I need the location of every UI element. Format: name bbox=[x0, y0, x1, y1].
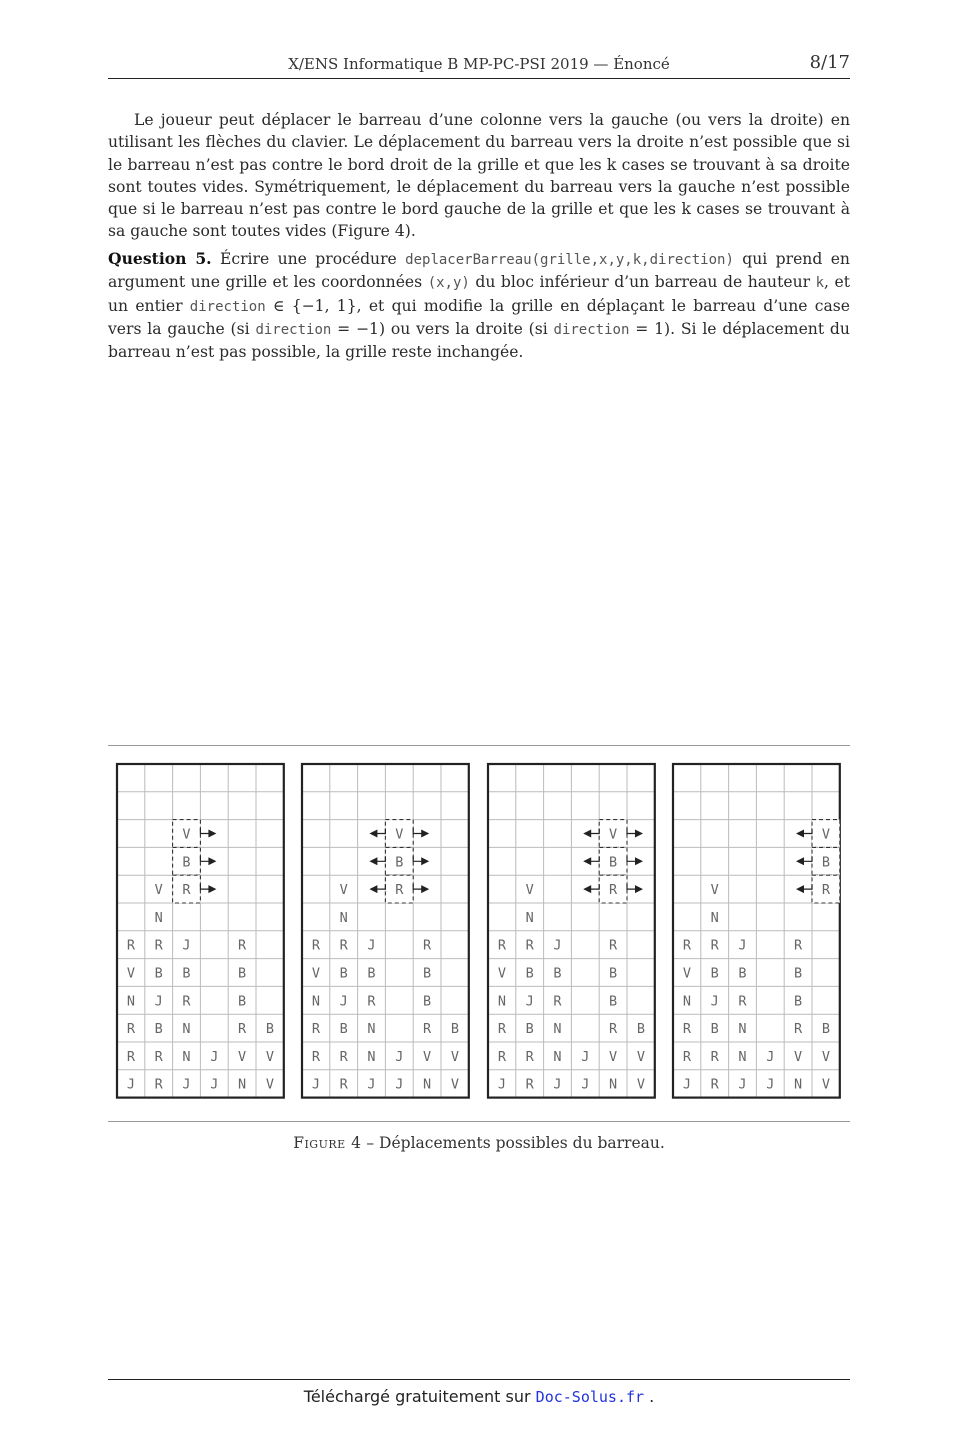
grid-cell-letter: V bbox=[710, 882, 719, 899]
grid-cell-letter: V bbox=[821, 1048, 830, 1065]
grid-cell-letter: V bbox=[182, 826, 191, 843]
grid-cell-letter: V bbox=[636, 1076, 645, 1093]
grid-cell-letter: N bbox=[794, 1076, 803, 1093]
grid-cell-letter: V bbox=[821, 826, 830, 843]
grid-cell-letter: B bbox=[794, 993, 803, 1010]
grid-cell-letter: J bbox=[581, 1076, 590, 1093]
code-signature: deplacerBarreau(grille,x,y,k,direction) bbox=[405, 252, 734, 268]
grid-cell-letter: J bbox=[210, 1076, 219, 1093]
arrow-left-icon bbox=[583, 856, 599, 865]
grid-cell-letter: R bbox=[126, 937, 135, 954]
figure-bottom-rule bbox=[108, 1121, 850, 1122]
grid-cell-letter: V bbox=[497, 965, 506, 982]
grid-cell-letter: R bbox=[682, 1021, 691, 1038]
grid-cell-letter: V bbox=[238, 1048, 247, 1065]
grid-cell-letter: J bbox=[339, 993, 348, 1010]
question-label: Question 5. bbox=[108, 249, 212, 268]
grid-cell-letter: V bbox=[450, 1076, 459, 1093]
grid-cell-letter: B bbox=[609, 965, 618, 982]
grid-cell-letter: B bbox=[154, 1021, 163, 1038]
question-text: ∈ {−1, 1}, et qui modifie la grille en déplaçant le barreau d’une case vers la gauche (si bbox=[108, 296, 850, 338]
grid-cell-letter: J bbox=[367, 937, 376, 954]
grid-cell-letter: R bbox=[609, 1021, 618, 1038]
grid-cell-letter: J bbox=[210, 1048, 219, 1065]
grid-cell-letter: B bbox=[450, 1021, 459, 1038]
grid-cell-letter: R bbox=[682, 1048, 691, 1065]
grid-cell-letter: J bbox=[154, 993, 163, 1010]
grid-cell-letter: N bbox=[238, 1076, 247, 1093]
grid-cell-letter: V bbox=[609, 1048, 618, 1065]
arrow-left-icon bbox=[796, 856, 812, 865]
grid-cell-letter: R bbox=[794, 937, 803, 954]
grid-cell-letter: R bbox=[182, 882, 191, 899]
grid-cell-letter: R bbox=[525, 1076, 534, 1093]
arrow-left-icon bbox=[583, 884, 599, 893]
footer-link[interactable]: Doc-Solus.fr bbox=[535, 1388, 645, 1406]
grid-cell-letter: N bbox=[553, 1048, 562, 1065]
grid-cell-letter: R bbox=[339, 1048, 348, 1065]
grid-cell-letter: R bbox=[238, 937, 247, 954]
grid-cell-letter: R bbox=[182, 993, 191, 1010]
grid-cell-letter: V bbox=[636, 1048, 645, 1065]
grid-cell-letter: R bbox=[525, 1048, 534, 1065]
grid-cell-letter: N bbox=[710, 909, 719, 926]
grid-cell-letter: N bbox=[311, 993, 320, 1010]
grid-cell-letter: B bbox=[710, 1021, 719, 1038]
arrow-left-icon bbox=[796, 829, 812, 838]
grid-cell-letter: B bbox=[339, 965, 348, 982]
grid-cell-letter: J bbox=[738, 937, 747, 954]
grid-cell-letter: J bbox=[395, 1076, 404, 1093]
arrow-right-icon bbox=[200, 856, 216, 865]
grid-cell-letter: J bbox=[525, 993, 534, 1010]
code-direction: direction bbox=[255, 321, 332, 338]
grid-cell-letter: B bbox=[265, 1021, 274, 1038]
code-direction: direction bbox=[553, 321, 630, 338]
grid-cell-letter: B bbox=[423, 993, 432, 1010]
grid-cell-letter: R bbox=[821, 882, 830, 899]
grid-cell-letter: J bbox=[738, 1076, 747, 1093]
grid-cell-letter: J bbox=[126, 1076, 135, 1093]
question-text: = 1). Si le déplacement du barreau n’est pas possible, la grille reste inchangée. bbox=[108, 319, 850, 362]
arrow-right-icon bbox=[627, 884, 643, 893]
grid-cell-letter: J bbox=[710, 993, 719, 1010]
arrow-left-icon bbox=[369, 884, 385, 893]
grid-cell-letter: N bbox=[738, 1021, 747, 1038]
arrow-right-icon bbox=[200, 829, 216, 838]
grid-cell-letter: R bbox=[710, 1048, 719, 1065]
arrow-left-icon bbox=[583, 829, 599, 838]
grid-cell-letter: R bbox=[339, 1076, 348, 1093]
grid-cell-letter: R bbox=[609, 882, 618, 899]
grid-cell-letter: R bbox=[497, 1048, 506, 1065]
grid-cell-letter: R bbox=[423, 937, 432, 954]
header-title: X/ENS Informatique B MP-PC-PSI 2019 — Énoncé bbox=[288, 55, 670, 73]
grid-cell-letter: B bbox=[367, 965, 376, 982]
grid-cell-letter: R bbox=[525, 937, 534, 954]
grid-cell-letter: N bbox=[367, 1048, 376, 1065]
grid-cell-letter: N bbox=[126, 993, 135, 1010]
grid-cell-letter: V bbox=[821, 1076, 830, 1093]
arrow-right-icon bbox=[413, 829, 429, 838]
arrow-left-icon bbox=[796, 884, 812, 893]
grid-cell-letter: V bbox=[339, 882, 348, 899]
grid-cell-letter: R bbox=[423, 1021, 432, 1038]
grid-cell-letter: B bbox=[182, 854, 191, 871]
grid-cell-letter: N bbox=[553, 1021, 562, 1038]
grid-cell-letter: V bbox=[126, 965, 135, 982]
grid-cell-letter: J bbox=[182, 1076, 191, 1093]
arrow-left-icon bbox=[369, 829, 385, 838]
grid-cell-letter: B bbox=[794, 965, 803, 982]
grid-cell-letter: N bbox=[154, 909, 163, 926]
grid-cell-letter: R bbox=[710, 937, 719, 954]
grid-cell-letter: V bbox=[609, 826, 618, 843]
footer-rule bbox=[108, 1379, 850, 1380]
grid-cell-letter: V bbox=[154, 882, 163, 899]
grid-cell-letter: R bbox=[794, 1021, 803, 1038]
grid-cell-letter: J bbox=[581, 1048, 590, 1065]
grid-cell-letter: N bbox=[367, 1021, 376, 1038]
footer-text: Téléchargé gratuitement sur bbox=[303, 1387, 536, 1406]
question-text: , et un entier bbox=[108, 273, 850, 315]
grid-cell-letter: R bbox=[497, 1021, 506, 1038]
page-number: 8/17 bbox=[809, 52, 850, 73]
question-text: = −1) ou vers la droite (si bbox=[337, 319, 548, 338]
grid-cell-letter: B bbox=[609, 854, 618, 871]
grid-cell-letter: B bbox=[636, 1021, 645, 1038]
grid-cell-letter: B bbox=[238, 993, 247, 1010]
arrow-right-icon bbox=[413, 884, 429, 893]
arrow-right-icon bbox=[413, 856, 429, 865]
grid-cell-letter: B bbox=[710, 965, 719, 982]
grid-cell-letter: R bbox=[553, 993, 562, 1010]
caption-text: – Déplacements possibles du barreau. bbox=[361, 1134, 665, 1152]
grid-cell-letter: N bbox=[182, 1048, 191, 1065]
grid-cell-letter: V bbox=[265, 1048, 274, 1065]
grid-cell-letter: B bbox=[553, 965, 562, 982]
caption-label: Figure 4 bbox=[293, 1134, 362, 1152]
figure-caption bbox=[108, 1134, 850, 1152]
grid-cell-letter: N bbox=[339, 909, 348, 926]
grid-cell-letter: V bbox=[423, 1048, 432, 1065]
grid-cell-letter: B bbox=[821, 854, 830, 871]
grid-cell-letter: N bbox=[182, 1021, 191, 1038]
grid-cell-letter: J bbox=[553, 937, 562, 954]
grid-cell-letter: R bbox=[154, 937, 163, 954]
grid-cell-letter: B bbox=[609, 993, 618, 1010]
grid-cell-letter: R bbox=[311, 1048, 320, 1065]
arrow-right-icon bbox=[627, 829, 643, 838]
grid-cell-letter: J bbox=[766, 1048, 775, 1065]
grid-cell-letter: B bbox=[395, 854, 404, 871]
grid-cell-letter: J bbox=[182, 937, 191, 954]
question-text: Écrire une procédure bbox=[219, 250, 397, 268]
grid-cell-letter: B bbox=[525, 965, 534, 982]
grid-cell-letter: J bbox=[766, 1076, 775, 1093]
grid-cell-letter: R bbox=[367, 993, 376, 1010]
grid-cell-letter: B bbox=[821, 1021, 830, 1038]
grid-cell-letter: B bbox=[525, 1021, 534, 1038]
grid-cell-letter: B bbox=[423, 965, 432, 982]
grid-cell-letter: R bbox=[311, 937, 320, 954]
grid-cell-letter: V bbox=[525, 882, 534, 899]
grid-cell-letter: R bbox=[395, 882, 404, 899]
grid-cell-letter: B bbox=[738, 965, 747, 982]
grid-cell-letter: J bbox=[553, 1076, 562, 1093]
code-k: k bbox=[815, 275, 825, 292]
question-text: qui prend en argument une grille et les coordonnées bbox=[108, 250, 850, 292]
grid-cell-letter: B bbox=[182, 965, 191, 982]
grid-cell-letter: N bbox=[609, 1076, 618, 1093]
paragraph-intro: Le joueur peut déplacer le barreau d’une colonne vers la gauche (ou vers la droite) en utilisant les flèches du clavier. Le déplacement du barreau vers la droite n’est possible que si le barreau n’est pas contre le bord droit de la grille et que les k cases se trouvant à sa droite sont toutes vides. Symétriquement, le déplacement du barreau vers la gauche n’est possible que si le barreau n’est pas contre le bord gauche de la grille et que les k cases se trouvant à sa gauche sont toutes vides (Figure 4). bbox=[108, 111, 850, 241]
grid-cell-letter: N bbox=[682, 993, 691, 1010]
grid-cell-letter: R bbox=[738, 993, 747, 1010]
grid-cell-letter: N bbox=[497, 993, 506, 1010]
grid-cell-letter: J bbox=[367, 1076, 376, 1093]
grid-cell-letter: B bbox=[154, 965, 163, 982]
grid-cell-letter: V bbox=[450, 1048, 459, 1065]
grid-cell-letter: V bbox=[682, 965, 691, 982]
grid-cell-letter: R bbox=[126, 1021, 135, 1038]
grid-cell-letter: R bbox=[154, 1076, 163, 1093]
page-footer bbox=[108, 1387, 850, 1406]
code-direction: direction bbox=[189, 298, 266, 315]
grid-cell-letter: V bbox=[265, 1076, 274, 1093]
grid-cell-letter: J bbox=[682, 1076, 691, 1093]
grid-cell-letter: B bbox=[339, 1021, 348, 1038]
question-text: du bloc inférieur d’un barreau de hauteur bbox=[475, 273, 811, 292]
grid-cell-letter: R bbox=[497, 937, 506, 954]
grid-cell-letter: J bbox=[311, 1076, 320, 1093]
grid-cell-letter: J bbox=[395, 1048, 404, 1065]
grid-cell-letter: J bbox=[497, 1076, 506, 1093]
grid-cell-letter: R bbox=[126, 1048, 135, 1065]
grid-cell-letter: V bbox=[794, 1048, 803, 1065]
grid-cell-letter: V bbox=[395, 826, 404, 843]
grid-cell-letter: R bbox=[682, 937, 691, 954]
grid-cell-letter: R bbox=[710, 1076, 719, 1093]
arrow-right-icon bbox=[200, 884, 216, 893]
grid-cell-letter: R bbox=[311, 1021, 320, 1038]
grid-cell-letter: B bbox=[238, 965, 247, 982]
grid-cell-letter: N bbox=[738, 1048, 747, 1065]
grid-cell-letter: R bbox=[154, 1048, 163, 1065]
grid-cell-letter: R bbox=[339, 937, 348, 954]
arrow-right-icon bbox=[627, 856, 643, 865]
code-xy: (x,y) bbox=[427, 275, 470, 292]
grid-cell-letter: R bbox=[238, 1021, 247, 1038]
arrow-left-icon bbox=[369, 856, 385, 865]
grid-cell-letter: N bbox=[423, 1076, 432, 1093]
footer-end: . bbox=[644, 1387, 655, 1406]
grid-cell-letter: V bbox=[311, 965, 320, 982]
grid-cell-letter: R bbox=[609, 937, 618, 954]
grid-cell-letter: N bbox=[525, 909, 534, 926]
